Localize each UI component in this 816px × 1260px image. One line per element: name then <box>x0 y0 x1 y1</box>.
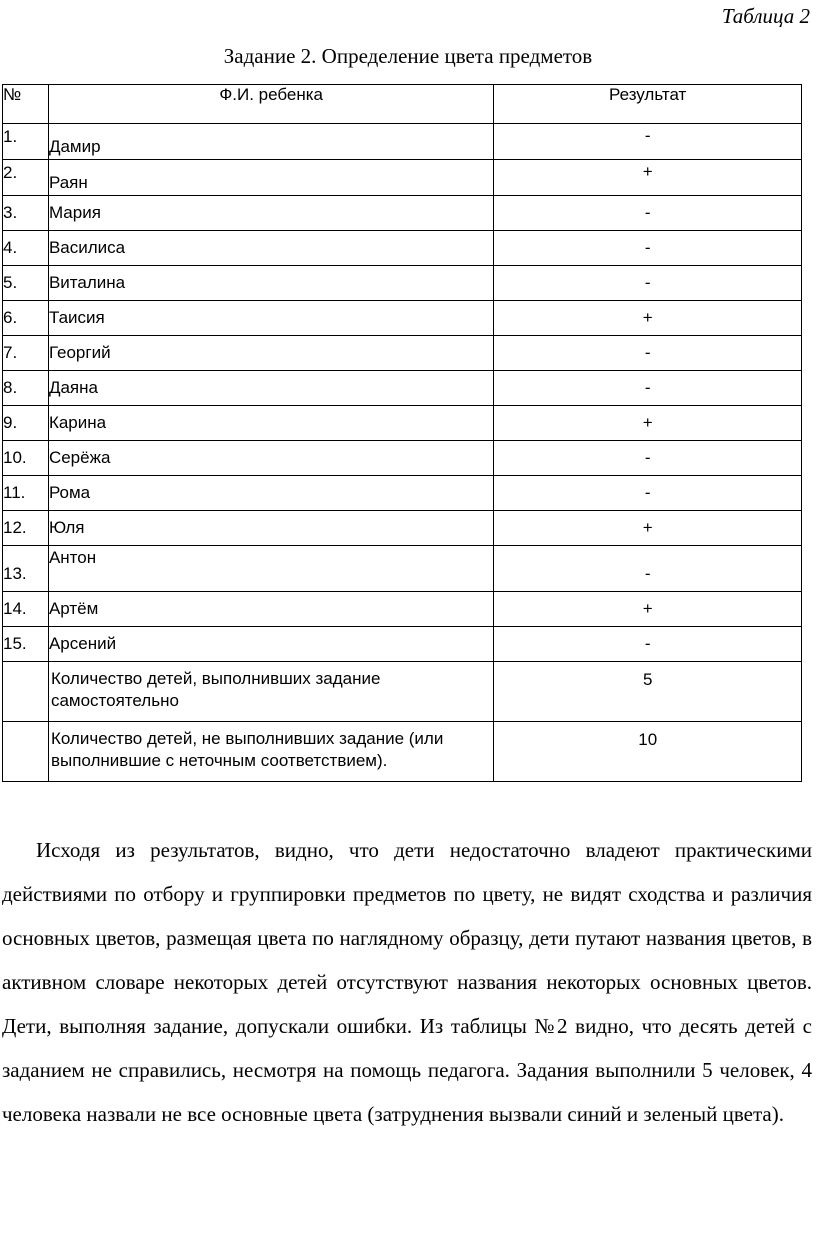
table-row <box>3 592 802 627</box>
table-row <box>3 441 802 476</box>
row-number: 9. <box>3 406 49 441</box>
child-name: Василиса <box>48 231 493 266</box>
header-number: № <box>3 85 49 124</box>
row-result: + <box>494 160 802 196</box>
row-number: 1. <box>3 124 49 160</box>
child-name: Рома <box>48 476 493 511</box>
table-row <box>3 301 802 336</box>
row-number: 13. <box>3 546 49 592</box>
row-number: 6. <box>3 301 49 336</box>
child-name: Артём <box>48 592 493 627</box>
table-row <box>3 196 802 231</box>
summary-value: 5 <box>494 662 802 722</box>
row-number: 2. <box>3 160 49 196</box>
row-number: 14. <box>3 592 49 627</box>
row-number: 12. <box>3 511 49 546</box>
row-result: - <box>494 371 802 406</box>
child-name: Мария <box>48 196 493 231</box>
table-header-row <box>3 85 802 124</box>
row-result: - <box>494 196 802 231</box>
table-row <box>3 627 802 662</box>
row-number: 3. <box>3 196 49 231</box>
conclusion-paragraph: Исходя из результатов, видно, что дети недостаточно владеют практическими действиями по отбору и группировки предметов по цвету, не видят сходства и различия основных цветов, размещая цвета по наглядному образцу, дети путают названия цветов, в активном словаре некоторых детей отсутствуют названия некоторых основных цветов. Дети, выполняя задание, допускали ошибки. Из таблицы №2 видно, что десять детей с заданием не справились, несмотря на помощь педагога. Задания выполнили 5 человек, 4 человека назвали не все основные цвета (затруднения вызвали синий и зеленый цвета). <box>2 838 812 1126</box>
row-result: - <box>494 441 802 476</box>
row-number: 11. <box>3 476 49 511</box>
header-child-name: Ф.И. ребенка <box>48 85 493 124</box>
table-row <box>3 160 802 196</box>
summary-row-completed <box>3 662 802 722</box>
summary-value: 10 <box>494 722 802 782</box>
child-name: Виталина <box>48 266 493 301</box>
row-result: + <box>494 511 802 546</box>
row-result: + <box>494 301 802 336</box>
summary-label: Количество детей, не выполнивших задание (или выполнившие с неточным соответствием). <box>48 722 493 782</box>
child-name: Карина <box>48 406 493 441</box>
summary-empty-cell <box>3 722 49 782</box>
table-row <box>3 266 802 301</box>
child-name: Серёжа <box>48 441 493 476</box>
table-row <box>3 336 802 371</box>
table-row <box>3 371 802 406</box>
child-name: Юля <box>48 511 493 546</box>
summary-label: Количество детей, выполнивших задание самостоятельно <box>48 662 493 722</box>
child-name: Георгий <box>48 336 493 371</box>
table-row <box>3 511 802 546</box>
row-result: - <box>494 336 802 371</box>
table-caption: Таблица 2 <box>721 4 810 28</box>
header-result: Результат <box>494 85 802 124</box>
row-result: - <box>494 231 802 266</box>
row-result: - <box>494 266 802 301</box>
results-table <box>2 84 802 782</box>
row-result: - <box>494 124 802 160</box>
table-row <box>3 546 802 592</box>
child-name: Дамир <box>48 124 493 160</box>
row-number: 8. <box>3 371 49 406</box>
child-name: Даяна <box>48 371 493 406</box>
row-number: 4. <box>3 231 49 266</box>
row-number: 5. <box>3 266 49 301</box>
row-result: + <box>494 406 802 441</box>
table-row <box>3 406 802 441</box>
table-row <box>3 231 802 266</box>
table-title: Задание 2. Определение цвета предметов <box>223 44 593 68</box>
child-name: Раян <box>48 160 493 196</box>
row-result: - <box>494 627 802 662</box>
child-name: Арсений <box>48 627 493 662</box>
summary-row-not-completed <box>3 722 802 782</box>
table-row <box>3 476 802 511</box>
row-number: 15. <box>3 627 49 662</box>
summary-empty-cell <box>3 662 49 722</box>
child-name: Антон <box>48 546 493 592</box>
row-result: - <box>494 546 802 592</box>
row-result: - <box>494 476 802 511</box>
row-number: 10. <box>3 441 49 476</box>
child-name: Таисия <box>48 301 493 336</box>
table-row <box>3 124 802 160</box>
row-result: + <box>494 592 802 627</box>
row-number: 7. <box>3 336 49 371</box>
